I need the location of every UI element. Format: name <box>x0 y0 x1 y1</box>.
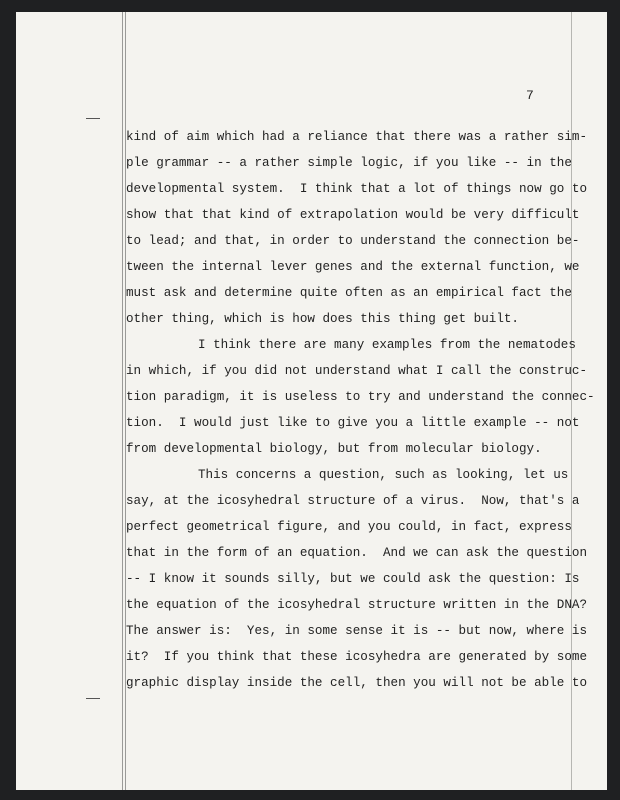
text-line: tion paradigm, it is useless to try and understand the connec- <box>126 390 595 404</box>
paragraph-first-line: I think there are many examples from the nematodes <box>198 338 576 352</box>
page-number: 7 <box>526 88 534 103</box>
margin-tick-mark <box>86 118 100 119</box>
margin-tick-mark <box>86 698 100 699</box>
text-line: in which, if you did not understand what I call the construc- <box>126 364 588 378</box>
paragraph-first-line: This concerns a question, such as looking, let us <box>198 468 569 482</box>
text-line: to lead; and that, in order to understand the connection be- <box>126 234 580 248</box>
document-page <box>16 12 607 790</box>
text-line: -- I know it sounds silly, but we could ask the question: Is <box>126 572 580 586</box>
text-line: that in the form of an equation. And we can ask the question <box>126 546 588 560</box>
body-text <box>126 124 595 696</box>
text-line: developmental system. I think that a lot of things now go to <box>126 182 588 196</box>
text-line: from developmental biology, but from molecular biology. <box>126 442 542 456</box>
margin-rule <box>122 12 123 790</box>
text-line: show that that kind of extrapolation would be very difficult <box>126 208 580 222</box>
text-line: other thing, which is how does this thing get built. <box>126 312 519 326</box>
text-line: graphic display inside the cell, then you will not be able to <box>126 676 588 690</box>
text-line: must ask and determine quite often as an empirical fact the <box>126 286 572 300</box>
text-line: The answer is: Yes, in some sense it is -- but now, where is <box>126 624 588 638</box>
text-line: the equation of the icosyhedral structure written in the DNA? <box>126 598 588 612</box>
text-line: it? If you think that these icosyhedra are generated by some <box>126 650 588 664</box>
text-line: tween the internal lever genes and the external function, we <box>126 260 580 274</box>
text-line: say, at the icosyhedral structure of a virus. Now, that's a <box>126 494 580 508</box>
text-line: tion. I would just like to give you a little example -- not <box>126 416 580 430</box>
text-line: perfect geometrical figure, and you could, in fact, express <box>126 520 572 534</box>
text-line: kind of aim which had a reliance that there was a rather sim- <box>126 130 588 144</box>
text-line: ple grammar -- a rather simple logic, if you like -- in the <box>126 156 572 170</box>
